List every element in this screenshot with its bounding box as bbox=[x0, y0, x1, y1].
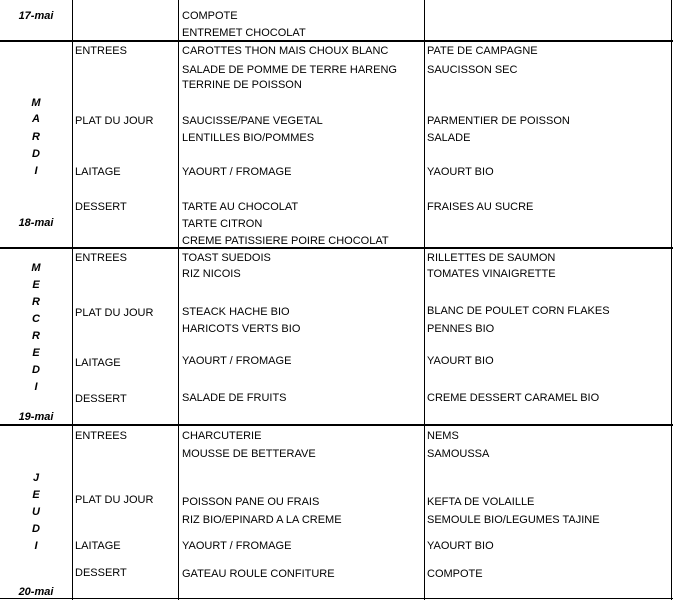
day-letter: U bbox=[32, 506, 40, 518]
menu-item: SALADE DE FRUITS bbox=[182, 392, 287, 404]
menu-item: YAOURT BIO bbox=[427, 540, 494, 552]
menu-item: ENTREMET CHOCOLAT bbox=[182, 27, 306, 39]
day-separator bbox=[0, 424, 673, 426]
menu-item: YAOURT / FROMAGE bbox=[182, 540, 292, 552]
course-label: ENTREES bbox=[75, 430, 127, 442]
day-date: 17-mai bbox=[18, 10, 54, 22]
menu-item: CREME DESSERT CARAMEL BIO bbox=[427, 392, 600, 404]
column-divider-lunch bbox=[424, 0, 425, 600]
menu-item: GATEAU ROULE CONFITURE bbox=[182, 568, 335, 580]
day-letter: R bbox=[32, 330, 40, 342]
day-letter: I bbox=[34, 165, 38, 177]
day-date: 19-mai bbox=[18, 411, 54, 423]
menu-item: LENTILLES BIO/POMMES bbox=[182, 132, 315, 144]
day-letter: M bbox=[31, 97, 41, 109]
menu-item: TERRINE DE POISSON bbox=[182, 79, 302, 91]
menu-item: CAROTTES THON MAIS CHOUX BLANC bbox=[182, 45, 389, 57]
menu-item: PENNES BIO bbox=[427, 323, 495, 335]
column-divider-dinner bbox=[671, 0, 672, 600]
day-letter: E bbox=[32, 347, 40, 359]
course-label: LAITAGE bbox=[75, 166, 121, 178]
course-label: ENTREES bbox=[75, 45, 127, 57]
course-label: PLAT DU JOUR bbox=[75, 115, 154, 127]
menu-item: RILLETTES DE SAUMON bbox=[427, 252, 556, 264]
menu-item: TOAST SUEDOIS bbox=[182, 252, 271, 264]
menu-item: TOMATES VINAIGRETTE bbox=[427, 268, 556, 280]
menu-item: CREME PATISSIERE POIRE CHOCOLAT bbox=[182, 235, 389, 247]
course-label: LAITAGE bbox=[75, 540, 121, 552]
course-label: DESSERT bbox=[75, 201, 127, 213]
menu-item: SEMOULE BIO/LEGUMES TAJINE bbox=[427, 514, 600, 526]
menu-item: NEMS bbox=[427, 430, 459, 442]
menu-item: MOUSSE DE BETTERAVE bbox=[182, 448, 316, 460]
menu-item: SALADE DE POMME DE TERRE HARENG bbox=[182, 64, 397, 76]
menu-item: TARTE AU CHOCOLAT bbox=[182, 201, 299, 213]
course-label: ENTREES bbox=[75, 252, 127, 264]
course-label: LAITAGE bbox=[75, 357, 121, 369]
day-letter: D bbox=[32, 364, 40, 376]
menu-item: SAMOUSSA bbox=[427, 448, 490, 460]
menu-item: YAOURT BIO bbox=[427, 166, 494, 178]
day-letter: M bbox=[31, 262, 41, 274]
menu-item: RIZ BIO/EPINARD A LA CREME bbox=[182, 514, 342, 526]
day-date: 18-mai bbox=[18, 217, 54, 229]
column-divider-label bbox=[178, 0, 179, 600]
day-letter: C bbox=[32, 313, 40, 325]
bottom-border bbox=[0, 598, 673, 599]
course-label: DESSERT bbox=[75, 393, 127, 405]
menu-item: COMPOTE bbox=[427, 568, 483, 580]
day-letter: I bbox=[34, 381, 38, 393]
menu-item: KEFTA DE VOLAILLE bbox=[427, 496, 535, 508]
day-letter: R bbox=[32, 131, 40, 143]
course-label: DESSERT bbox=[75, 567, 127, 579]
day-letter: J bbox=[32, 472, 40, 484]
menu-item: BLANC DE POULET CORN FLAKES bbox=[427, 305, 610, 317]
menu-item: RIZ NICOIS bbox=[182, 268, 241, 280]
day-letter: E bbox=[32, 489, 40, 501]
day-letter: D bbox=[32, 148, 40, 160]
menu-item: TARTE CITRON bbox=[182, 218, 263, 230]
course-label: PLAT DU JOUR bbox=[75, 307, 154, 319]
menu-item: SALADE bbox=[427, 132, 471, 144]
menu-item: SAUCISSE/PANE VEGETAL bbox=[182, 115, 323, 127]
day-letter: A bbox=[32, 113, 40, 125]
day-date: 20-mai bbox=[18, 586, 54, 598]
column-divider-day bbox=[72, 0, 73, 600]
day-letter: E bbox=[32, 279, 40, 291]
course-label: PLAT DU JOUR bbox=[75, 494, 154, 506]
menu-item: SAUCISSON SEC bbox=[427, 64, 518, 76]
day-letter: R bbox=[32, 296, 40, 308]
menu-item: HARICOTS VERTS BIO bbox=[182, 323, 301, 335]
menu-item: COMPOTE bbox=[182, 10, 238, 22]
menu-item: STEACK HACHE BIO bbox=[182, 306, 290, 318]
menu-item: YAOURT / FROMAGE bbox=[182, 355, 292, 367]
menu-item: FRAISES AU SUCRE bbox=[427, 201, 534, 213]
menu-item: YAOURT / FROMAGE bbox=[182, 166, 292, 178]
day-separator bbox=[0, 40, 673, 42]
menu-item: PARMENTIER DE POISSON bbox=[427, 115, 570, 127]
menu-item: YAOURT BIO bbox=[427, 355, 494, 367]
menu-item: POISSON PANE OU FRAIS bbox=[182, 496, 320, 508]
menu-item: PATE DE CAMPAGNE bbox=[427, 45, 538, 57]
day-letter: D bbox=[32, 523, 40, 535]
menu-item: CHARCUTERIE bbox=[182, 430, 262, 442]
day-letter: I bbox=[34, 540, 38, 552]
